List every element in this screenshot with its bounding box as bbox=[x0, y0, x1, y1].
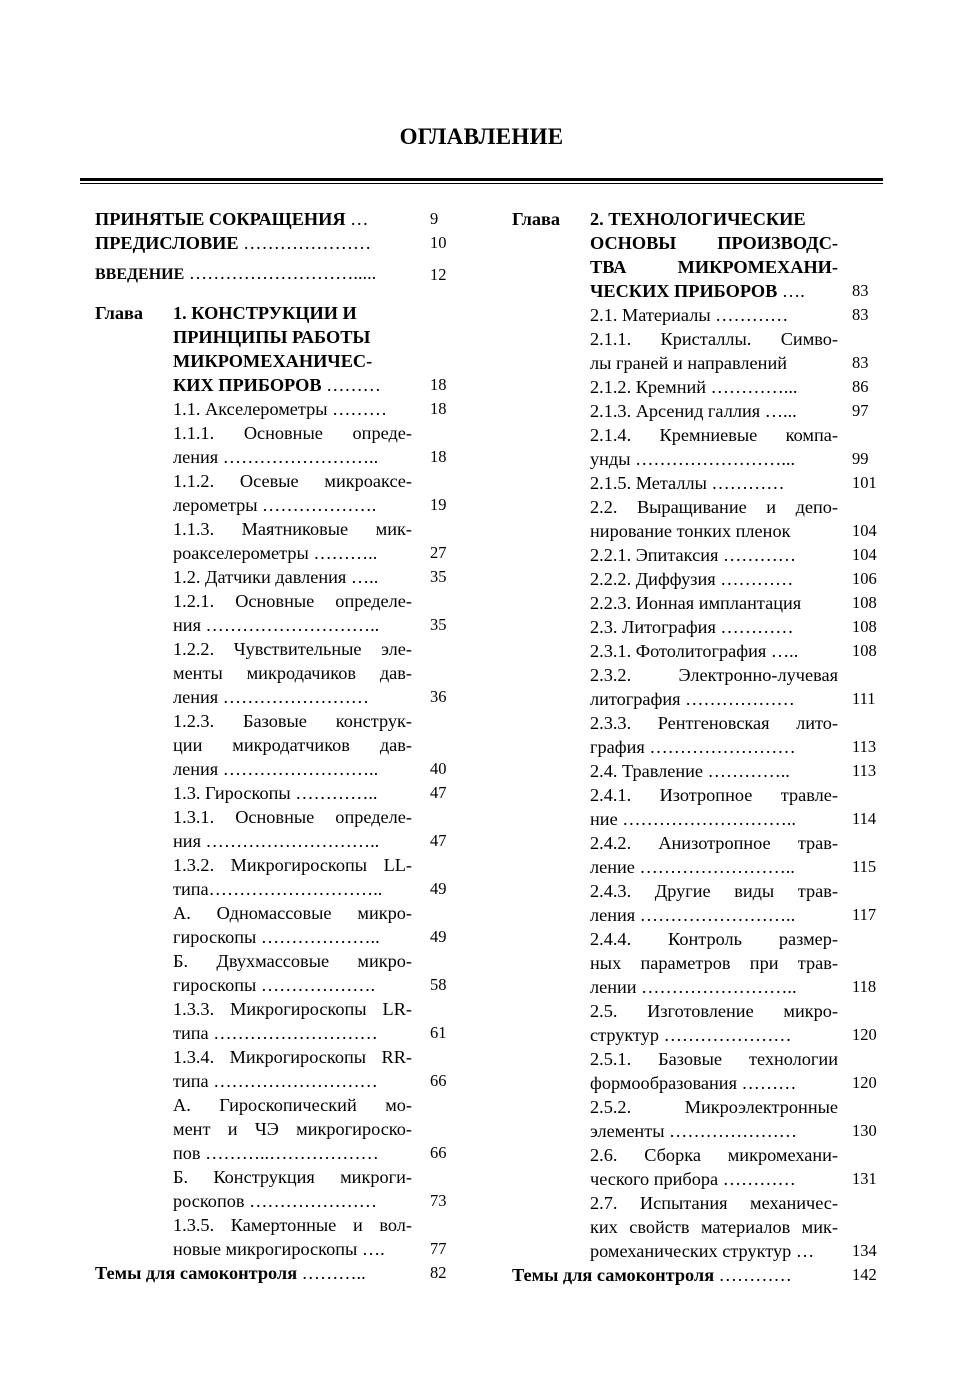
toc-entry[interactable] bbox=[173, 1165, 460, 1213]
page-number: 97 bbox=[852, 401, 869, 420]
entry-text-line: нирование тонких пленок bbox=[590, 521, 791, 541]
page-number: 9 bbox=[430, 209, 439, 228]
entry-text-line: 1.2.1. Основные определе- bbox=[173, 591, 412, 611]
entry-text-line: 2.2. Выращивание и депо- bbox=[590, 497, 838, 517]
page-number: 108 bbox=[852, 617, 877, 636]
entry-text-line: 2.2.1. Эпитаксия ………… bbox=[590, 545, 797, 565]
toc-entry[interactable] bbox=[173, 1213, 460, 1261]
entry-text-line: элементы ………………… bbox=[590, 1121, 798, 1141]
entry-text-line: 1.1.3. Маятниковые мик- bbox=[173, 519, 412, 539]
toc-entry[interactable] bbox=[590, 567, 882, 591]
toc-entry[interactable] bbox=[590, 399, 882, 423]
entry-label: ВВЕДЕНИЕ bbox=[95, 266, 185, 283]
page-number: 18 bbox=[430, 399, 447, 418]
toc-entry-introduction[interactable]: ВВЕДЕНИЕ ………………………..... 12 bbox=[95, 261, 460, 287]
toc-entry[interactable] bbox=[590, 879, 882, 927]
toc-entry[interactable] bbox=[590, 783, 882, 831]
toc-entry[interactable] bbox=[590, 831, 882, 879]
entry-label: Темы для самоконтроля bbox=[512, 1265, 715, 1285]
entry-text-line: 1.3.4. Микрогироскопы RR- bbox=[173, 1047, 412, 1067]
page-number: 10 bbox=[430, 233, 447, 252]
page-number: 66 bbox=[430, 1143, 447, 1162]
entry-text-line: ления …………………….. bbox=[590, 905, 796, 925]
page-number: 40 bbox=[430, 759, 447, 778]
toc-entry[interactable] bbox=[590, 495, 882, 543]
page-number: 66 bbox=[430, 1071, 447, 1090]
toc-entry[interactable] bbox=[590, 1143, 882, 1191]
page-number: 73 bbox=[430, 1191, 447, 1210]
entry-text-line: 2.4.4. Контроль размер- bbox=[590, 929, 838, 949]
toc-entry[interactable] bbox=[173, 949, 460, 997]
page-number: 113 bbox=[852, 761, 877, 780]
page-number: 108 bbox=[852, 593, 877, 612]
page-number: 12 bbox=[430, 265, 447, 284]
entry-text-line: мент и ЧЭ микрогироско- bbox=[173, 1119, 412, 1139]
entry-text-line: ние ……………………….. bbox=[590, 809, 796, 829]
title-rule-thin bbox=[80, 183, 883, 184]
entry-label: ПРЕДИСЛОВИЕ bbox=[95, 233, 239, 253]
page-number: 99 bbox=[852, 449, 869, 468]
toc-entry[interactable] bbox=[173, 781, 460, 805]
toc-entry[interactable] bbox=[590, 759, 882, 783]
toc-chapter-2[interactable]: Глава 2. ТЕХНОЛОГИЧЕСКИЕ ОСНОВЫ ПРОИЗВОДС- ТВА МИКРОМЕХАНИ- ЧЕСКИХ ПРИБОРОВ …. 83 bbox=[512, 207, 882, 303]
page-number: 131 bbox=[852, 1169, 877, 1188]
entry-text-line: пов ………..……………… bbox=[173, 1143, 379, 1163]
entry-text-line: 1.1. Акселерометры ……… bbox=[173, 399, 387, 419]
page-number: 142 bbox=[852, 1265, 877, 1284]
entry-text-line: 2.3. Литография ………… bbox=[590, 617, 794, 637]
entry-text-line: 1.3. Гироскопы ………….. bbox=[173, 783, 378, 803]
entry-text-line: ния ……………………….. bbox=[173, 615, 380, 635]
entry-text-line: Б. Конструкция микроги- bbox=[173, 1167, 412, 1187]
toc-entry[interactable] bbox=[590, 1191, 882, 1263]
entry-text-line: графия …………………… bbox=[590, 737, 796, 757]
entry-text-line: ления …………………… bbox=[173, 687, 370, 707]
entry-text-line: новые микрогироскопы …. bbox=[173, 1239, 385, 1259]
entry-text-line: 2.5. Изготовление микро- bbox=[590, 1001, 838, 1021]
toc-column-left bbox=[95, 207, 460, 1285]
page-number: 104 bbox=[852, 521, 877, 540]
toc-entry[interactable] bbox=[590, 327, 882, 375]
page-number: 49 bbox=[430, 927, 447, 946]
page-title: ОГЛАВЛЕНИЕ bbox=[399, 124, 564, 149]
entry-text-line: гироскопы ………………. bbox=[173, 975, 376, 995]
entry-text-line: структур ………………… bbox=[590, 1025, 792, 1045]
toc-entry[interactable] bbox=[173, 421, 460, 469]
entry-label: ПРИНЯТЫЕ СОКРАЩЕНИЯ bbox=[95, 209, 346, 229]
page-number: 36 bbox=[430, 687, 447, 706]
entry-text-line: А. Гироскопический мо- bbox=[173, 1095, 412, 1115]
toc-entry[interactable] bbox=[590, 711, 882, 759]
entry-text-line: 2.6. Сборка микромехани- bbox=[590, 1145, 838, 1165]
toc-entry[interactable] bbox=[173, 853, 460, 901]
toc-entry[interactable] bbox=[590, 999, 882, 1047]
entry-text-line: 2.4.3. Другие виды трав- bbox=[590, 881, 838, 901]
toc-entry-selftest[interactable]: Темы для самоконтроля ………… 142 bbox=[512, 1263, 882, 1287]
page-number: 113 bbox=[852, 737, 877, 756]
page-number: 130 bbox=[852, 1121, 877, 1140]
entry-text-line: унды ……………………... bbox=[590, 449, 796, 469]
entry-text-line: ческого прибора ………… bbox=[590, 1169, 796, 1189]
entry-text-line: 2.4.1. Изотропное травле- bbox=[590, 785, 838, 805]
entry-text-line: 2.4.2. Анизотропное трав- bbox=[590, 833, 838, 853]
entry-text-line: 1.2.3. Базовые конструк- bbox=[173, 711, 412, 731]
entry-text-line: 2.1.4. Кремниевые компа- bbox=[590, 425, 838, 445]
page-number: 35 bbox=[430, 567, 447, 586]
toc-entry[interactable] bbox=[590, 663, 882, 711]
entry-text-line: гироскопы ……………….. bbox=[173, 927, 380, 947]
toc-entry[interactable] bbox=[173, 997, 460, 1045]
entry-text-line: роакселерометры ……….. bbox=[173, 543, 378, 563]
entry-text-line: 2.1.1. Кристаллы. Симво- bbox=[590, 329, 838, 349]
entry-text-line: 2.1.5. Металлы ………… bbox=[590, 473, 785, 493]
page-number: 18 bbox=[430, 375, 447, 394]
toc-entry[interactable] bbox=[173, 709, 460, 781]
entry-text-line: 1.3.3. Микрогироскопы LR- bbox=[173, 999, 412, 1019]
page-number: 114 bbox=[852, 809, 877, 828]
toc-chapter-2-items bbox=[590, 303, 882, 1263]
page-number: 120 bbox=[852, 1073, 877, 1092]
page-number: 35 bbox=[430, 615, 447, 634]
entry-text-line: 2.7. Испытания механичес- bbox=[590, 1193, 838, 1213]
page-number: 118 bbox=[852, 977, 877, 996]
page-number: 61 bbox=[430, 1023, 447, 1042]
title-rule-thick bbox=[80, 178, 883, 181]
toc-entry[interactable] bbox=[590, 303, 882, 327]
entry-text-line: 1.3.5. Камертонные и вол- bbox=[173, 1215, 412, 1235]
toc-entry[interactable] bbox=[173, 589, 460, 637]
page-number: 111 bbox=[852, 689, 876, 708]
toc-entry-preface[interactable]: ПРЕДИСЛОВИЕ ………………… 10 bbox=[95, 231, 460, 255]
entry-text-line: 2.1. Материалы ………… bbox=[590, 305, 789, 325]
toc-entry[interactable] bbox=[590, 471, 882, 495]
entry-text-line: ромеханических структур … bbox=[590, 1241, 815, 1261]
entry-text-line: 1.1.1. Основные опреде- bbox=[173, 423, 412, 443]
entry-text-line: литография ……………… bbox=[590, 689, 795, 709]
page-number: 86 bbox=[852, 377, 869, 396]
toc-entry[interactable] bbox=[590, 1095, 882, 1143]
toc-entry[interactable] bbox=[173, 901, 460, 949]
toc-entry[interactable] bbox=[590, 639, 882, 663]
page-number: 120 bbox=[852, 1025, 877, 1044]
entry-text-line: 2.3.2. Электронно-лучевая bbox=[590, 665, 838, 685]
entry-text-line: 1.3.2. Микрогироскопы LL- bbox=[173, 855, 412, 875]
page-number: 115 bbox=[852, 857, 877, 876]
chapter-label: Глава bbox=[95, 303, 143, 323]
entry-text-line: формообразования ……… bbox=[590, 1073, 797, 1093]
entry-text-line: ления …………………….. bbox=[173, 447, 379, 467]
toc-entry[interactable] bbox=[590, 927, 882, 999]
entry-text-line: ния ……………………….. bbox=[173, 831, 380, 851]
toc-entry[interactable] bbox=[173, 469, 460, 517]
entry-text-line: типа ……………………… bbox=[173, 1023, 378, 1043]
entry-text-line: ление …………………….. bbox=[590, 857, 795, 877]
page-number: 18 bbox=[430, 447, 447, 466]
entry-label: Темы для самоконтроля bbox=[95, 1263, 298, 1283]
toc-entry-abbreviations[interactable]: ПРИНЯТЫЕ СОКРАЩЕНИЯ … 9 bbox=[95, 207, 460, 231]
toc-entry[interactable] bbox=[173, 565, 460, 589]
entry-text-line: 2.1.2. Кремний …………... bbox=[590, 377, 798, 397]
entry-text-line: 2.5.1. Базовые технологии bbox=[590, 1049, 838, 1069]
toc-column-right bbox=[512, 207, 882, 1287]
toc-entry[interactable] bbox=[173, 805, 460, 853]
toc-chapter-1-items bbox=[173, 397, 460, 1261]
toc-entry[interactable] bbox=[590, 543, 882, 567]
entry-text-line: ления …………………….. bbox=[173, 759, 379, 779]
page-number: 27 bbox=[430, 543, 447, 562]
entry-text-line: ких свойств материалов мик- bbox=[590, 1217, 838, 1237]
page-number: 19 bbox=[430, 495, 447, 514]
page-number: 106 bbox=[852, 569, 877, 588]
toc-entry[interactable] bbox=[590, 1047, 882, 1095]
page-number: 83 bbox=[852, 353, 869, 372]
page-number: 58 bbox=[430, 975, 447, 994]
page-number: 47 bbox=[430, 783, 447, 802]
entry-text-line: А. Одномассовые микро- bbox=[173, 903, 412, 923]
entry-text-line: 1.2.2. Чувствительные эле- bbox=[173, 639, 412, 659]
entry-text-line: 2.3.1. Фотолитография ….. bbox=[590, 641, 799, 661]
entry-text-line: лы граней и направлений bbox=[590, 353, 788, 373]
page-number: 108 bbox=[852, 641, 877, 660]
toc-entry-selftest[interactable]: Темы для самоконтроля ……….. 82 bbox=[95, 1261, 460, 1285]
entry-text-line: Б. Двухмассовые микро- bbox=[173, 951, 412, 971]
toc-entry[interactable] bbox=[590, 591, 882, 615]
toc-entry[interactable] bbox=[173, 637, 460, 709]
page-number: 47 bbox=[430, 831, 447, 850]
entry-text-line: 2.2.2. Диффузия ………… bbox=[590, 569, 794, 589]
entry-text-line: 1.3.1. Основные определе- bbox=[173, 807, 412, 827]
page-number: 134 bbox=[852, 1241, 877, 1260]
entry-text-line: 2.5.2. Микроэлектронные bbox=[590, 1097, 838, 1117]
toc-entry[interactable] bbox=[173, 1045, 460, 1093]
page-number: 83 bbox=[852, 281, 869, 300]
entry-text-line: лерометры ………………. bbox=[173, 495, 377, 515]
entry-text-line: менты микродачиков дав- bbox=[173, 663, 412, 683]
page-number: 83 bbox=[852, 305, 869, 324]
entry-text-line: 1.2. Датчики давления ….. bbox=[173, 567, 379, 587]
chapter-label: Глава bbox=[512, 209, 560, 229]
page-number: 77 bbox=[430, 1239, 447, 1258]
entry-text-line: 1.1.2. Осевые микроаксе- bbox=[173, 471, 412, 491]
entry-text-line: 2.3.3. Рентгеновская лито- bbox=[590, 713, 838, 733]
entry-text-line: роскопов ………………… bbox=[173, 1191, 378, 1211]
entry-text-line: лении …………………….. bbox=[590, 977, 797, 997]
page-number: 101 bbox=[852, 473, 877, 492]
entry-text-line: типа ……………………… bbox=[173, 1071, 378, 1091]
toc-entry[interactable] bbox=[173, 517, 460, 565]
page-number: 117 bbox=[852, 905, 877, 924]
toc-entry[interactable] bbox=[590, 375, 882, 399]
entry-text-line: 2.1.3. Арсенид галлия …... bbox=[590, 401, 797, 421]
entry-text-line: ных параметров при трав- bbox=[590, 953, 838, 973]
entry-text-line: 2.2.3. Ионная имплантация bbox=[590, 593, 802, 613]
page-number: 82 bbox=[430, 1263, 447, 1282]
page-number: 49 bbox=[430, 879, 447, 898]
toc-entry[interactable] bbox=[173, 1093, 460, 1165]
entry-text-line: 2.4. Травление ………….. bbox=[590, 761, 790, 781]
toc-entry[interactable] bbox=[173, 397, 460, 421]
page-number: 104 bbox=[852, 545, 877, 564]
toc-chapter-1[interactable]: Глава 1. КОНСТРУКЦИИ И ПРИНЦИПЫ РАБОТЫ МИКРОМЕХАНИЧЕС- КИХ ПРИБОРОВ ……… 18 bbox=[95, 301, 460, 397]
toc-entry[interactable] bbox=[590, 615, 882, 639]
entry-text-line: типа……………………….. bbox=[173, 879, 383, 899]
entry-text-line: ции микродатчиков дав- bbox=[173, 735, 412, 755]
toc-entry[interactable] bbox=[590, 423, 882, 471]
